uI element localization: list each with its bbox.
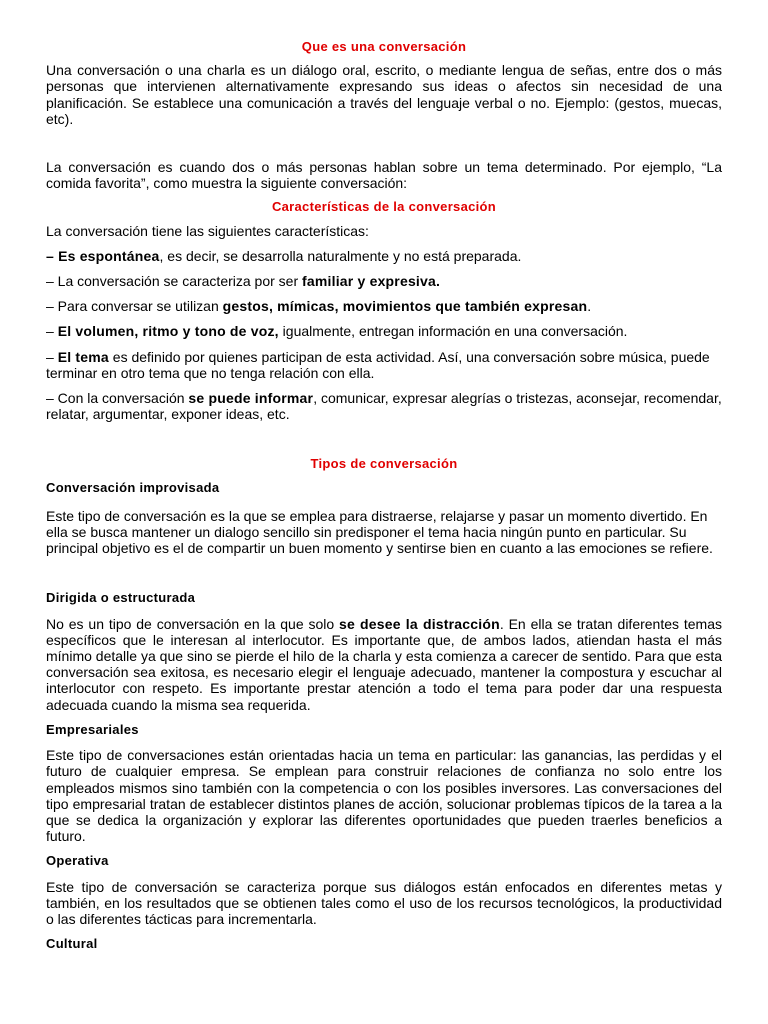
- document-body: [46, 39, 722, 958]
- heading-dirigida: Dirigida o estructurada: [46, 590, 196, 606]
- characteristic-item: – Para conversar se utilizan gestos, mímicas, movimientos que también expresan.: [46, 298, 592, 315]
- characteristic-item: – Con la conversación se puede informar, comunicar, expresar alegrías o tristezas, aconsejar, recomendar, relatar, argumentar, exponer ideas, etc.: [46, 390, 722, 423]
- characteristic-item: – El tema es definido por quienes participan de esta actividad. Así, una conversación sobre música, puede terminar en otro tema que no tenga relación con ella.: [46, 348, 710, 381]
- paragraph-empresariales: Este tipo de conversaciones están orientadas hacia un tema en particular: las ganancias, las perdidas y el futuro de cualquier empresa. Se emplean para construir relaciones de confianza no solo entre los empleados mismos sino también con la competencia o con los posibles inversores. Las conversaciones del tipo empresarial tratan de establecer distintos planes de acción, solucionar problemas típicos de la tarea a la que se dedica la organización y explorar las diferentes oportunidades que pueden traerles beneficios a futuro.: [46, 747, 722, 845]
- paragraph-dirigida: No es un tipo de conversación en la que solo se desee la distracción. En ella se tratan diferentes temas específicos que le interesan al interlocutor. Es importante que, de ambos lados, atiendan hasta el más mínimo detalle ya que sino se pierde el hilo de la charla y esta comienza a carecer de sentido. Para que esta conversación sea exitosa, es necesario elegir el lenguaje adecuado, mantener la compostura y escuchar al interlocutor con respeto. Es importante prestar atención a todo el tema para poder dar una respuesta adecuada cuando la misma sea requerida.: [46, 615, 723, 713]
- characteristics-intro: La conversación tiene las siguientes características:: [46, 222, 369, 239]
- heading-cultural: Cultural: [46, 936, 98, 952]
- title-que-es-conversacion: Que es una conversación: [301, 39, 467, 54]
- paragraph-operativa: Este tipo de conversación se caracteriza porque sus diálogos están enfocados en diferentes metas y también, en los resultados que se obtienen tales como el uso de los recursos tecnológicos, la productividad o las diferentes tácticas para incrementarla.: [46, 878, 722, 927]
- paragraph-definition: Una conversación o una charla es un diálogo oral, escrito, o mediante lengua de señas, entre dos o más personas que intervienen alternativamente expresando sus ideas o afectos sin necesidad de una planificación. Se establece una comunicación a través del lenguaje verbal o no. Ejemplo: (gestos, muecas, etc).: [46, 62, 722, 127]
- paragraph-example: La conversación es cuando dos o más personas hablan sobre un tema determinado. Por ejemplo, “La comida favorita”, como muestra la siguiente conversación:: [46, 159, 722, 192]
- title-tipos: Tipos de conversación: [310, 456, 458, 472]
- characteristic-item: – El volumen, ritmo y tono de voz, igualmente, entregan información en una conversación.: [46, 323, 628, 340]
- characteristic-item: – La conversación se caracteriza por ser familiar y expresiva.: [46, 273, 441, 290]
- heading-improvisada: Conversación improvisada: [46, 479, 220, 495]
- heading-operativa: Operativa: [46, 853, 109, 869]
- title-caracteristicas: Características de la conversación: [271, 199, 497, 215]
- characteristic-item: – Es espontánea, es decir, se desarrolla naturalmente y no está preparada.: [46, 247, 522, 264]
- heading-empresariales: Empresariales: [46, 721, 139, 737]
- paragraph-improvisada: Este tipo de conversación es la que se emplea para distraerse, relajarse y pasar un momento divertido. En ella se busca mantener un dialogo sencillo sin predisponer el tema hacia ningún punto en particular. Su principal objetivo es el de compartir un buen momento y sentirse bien en cuanto a las emociones se refiere.: [46, 507, 713, 557]
